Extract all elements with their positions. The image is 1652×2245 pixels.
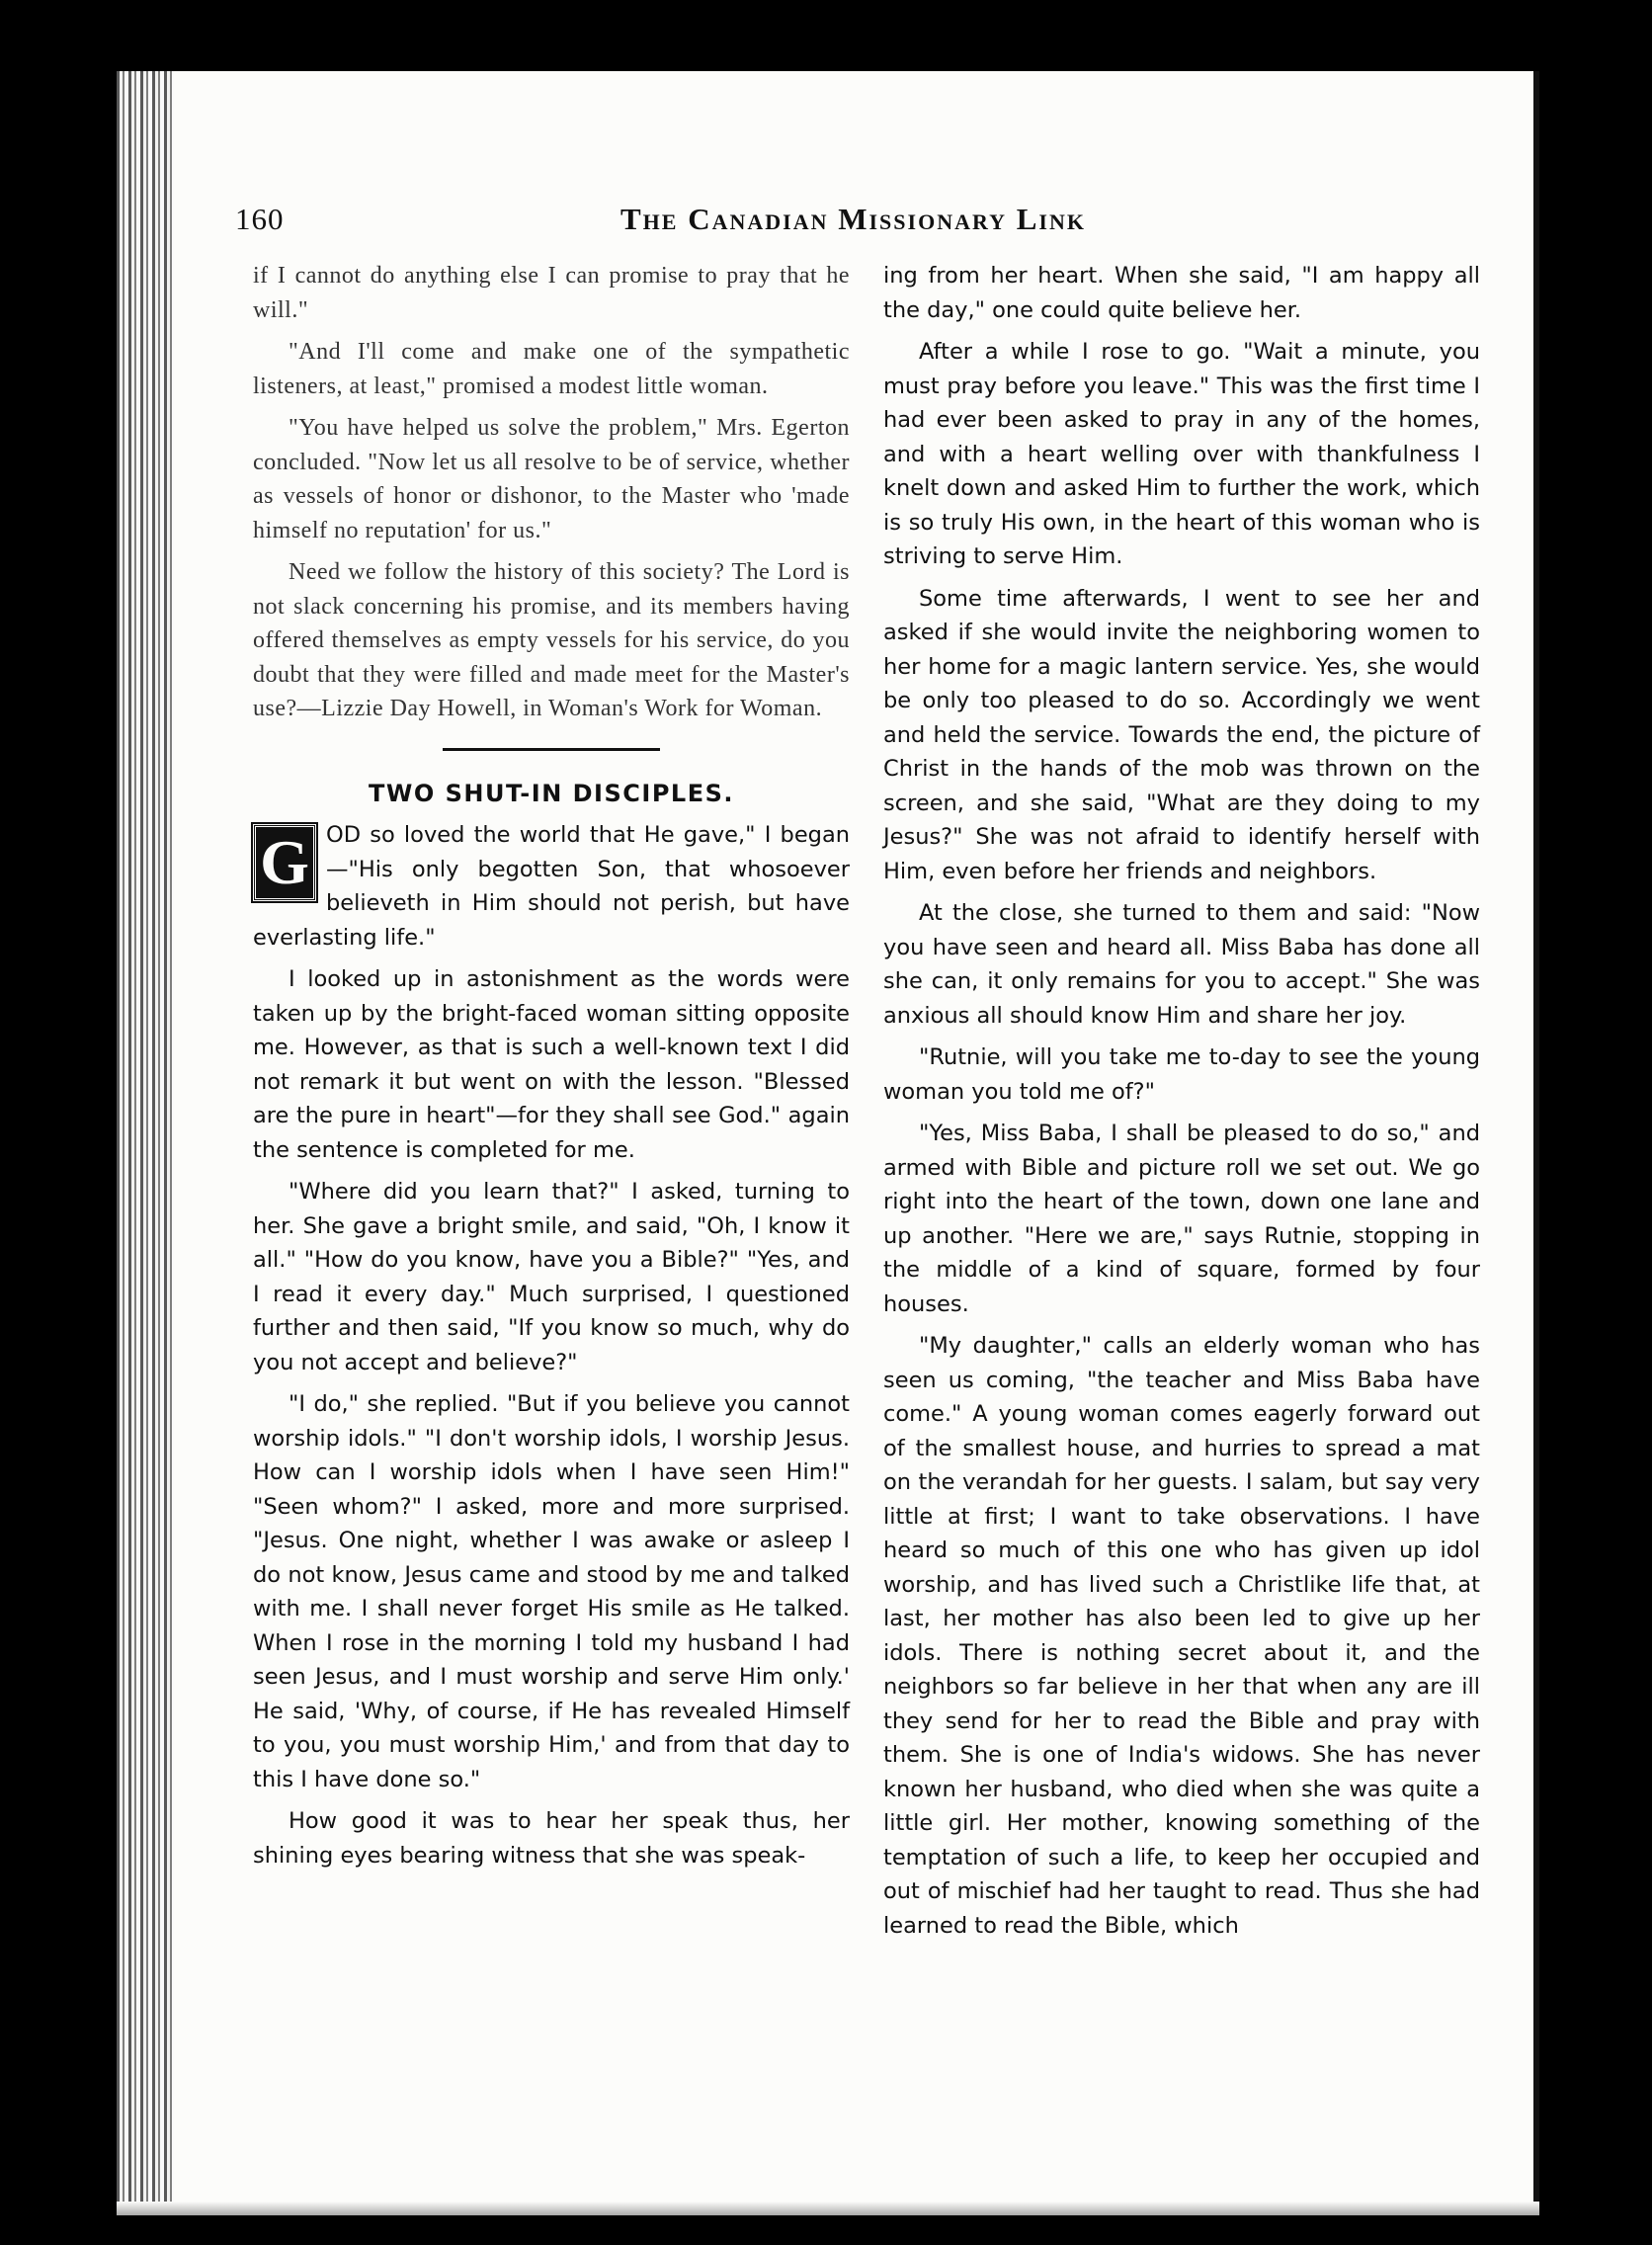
left-column <box>253 259 850 1880</box>
paragraph: ing from her heart. When she said, "I am happy all the day," one could quite believe her. <box>883 263 1480 323</box>
paragraph: if I cannot do anything else I can promise to pray that he will." <box>253 263 850 323</box>
page-number: 160 <box>235 202 285 236</box>
paragraph: "And I'll come and make one of the sympathetic listeners, at least," promised a modest little woman. <box>253 339 850 399</box>
paragraph: "Yes, Miss Baba, I shall be pleased to do so," and armed with Bible and picture roll we set out. We go right into the heart of the town, down one lane and up another. "Here we are," says Rutnie, stopping in the middle of a kind of square, formed by four houses. <box>883 1121 1480 1317</box>
paragraph: After a while I rose to go. "Wait a minute, you must pray before you leave." This was the first time I had ever been asked to pray in any of the homes, and with a heart welling over with thankfulness I knelt down and asked Him to further the work, which is so truly His own, in the heart of this woman who is striving to serve Him. <box>883 339 1480 569</box>
page-bottom-edge <box>117 2202 1539 2215</box>
running-title: The Canadian Missionary Link <box>620 202 1086 236</box>
paragraph: "My daughter," calls an elderly woman who has seen us coming, "the teacher and Miss Baba have come." A young woman comes eagerly forward out of the smallest house, and hurries to spread a mat on the verandah for her guests. I salam, but say very little at first; I want to take observations. I have heard so much of this one who has given up idol worship, and has lived such a Christlike life that, at last, her mother has also been led to give up her idols. There is nothing secret about it, and the neighbors so far believe in her that when any are ill they send for her to read the Bible and pray with them. She is one of India's widows. She has never known her husband, who died when she was quite a little girl. Her mother, knowing something of the temptation of such a life, to keep her occupied and out of mischief had her taught to read. Thus she had learned to read the Bible, which <box>883 1333 1480 1939</box>
previous-article-ending <box>253 259 850 726</box>
section-divider <box>443 748 660 751</box>
page-right-edge <box>1533 71 1539 2215</box>
page-header <box>235 190 1144 239</box>
opening-text: OD so loved the world that He gave," I began—"His only begotten Son, that whosoever believeth in Him should not perish, but have everlasting life." <box>253 822 850 951</box>
paragraph: I looked up in astonishment as the words were taken up by the bright-faced woman sitting opposite me. However, as that is such a well-known text I did not remark it but went on with the lesson. "Blessed are the pure in heart"—for they shall see God." again the sentence is completed for me. <box>253 966 850 1163</box>
right-column <box>883 259 1480 1951</box>
page-binding-edge <box>117 71 174 2215</box>
article-title: TWO SHUT-IN DISCIPLES. <box>369 779 734 807</box>
paragraph: "Where did you learn that?" I asked, turning to her. She gave a bright smile, and said, "Oh, I know it all." "How do you know, have you a Bible?" "Yes, and I read it every day." Much surprised, I questioned further and then said, "If you know so much, why do you not accept and believe?" <box>253 1179 850 1375</box>
paragraph: At the close, she turned to them and said: "Now you have seen and heard all. Miss Baba has done all she can, it only remains for you to accept." She was anxious all should know Him and share her joy. <box>883 900 1480 1029</box>
opening-paragraph <box>253 818 850 955</box>
paragraph: Some time afterwards, I went to see her and asked if she would invite the neighboring women to her home for a magic lantern service. Yes, she would be only too pleased to do so. Accordingly we went and held the service. Towards the end, the picture of Christ in the hands of the mob was thrown on the screen, and she said, "What are they doing to my Jesus?" She was not afraid to identify herself with Him, even before her friends and neighbors. <box>883 585 1480 884</box>
paragraph: "I do," she replied. "But if you believe you cannot worship idols." "I don't worship idols, I worship Jesus. How can I worship idols when I have seen Him!" "Seen whom?" I asked, more and more surprised. "Jesus. One night, whether I was awake or asleep I do not know, Jesus came and stood by me and talked with me. I shall never forget His smile as He talked. When I rose in the morning I told my husband I had seen Jesus, and I must worship and serve Him only.' He said, 'Why, of course, if He has revealed Himself to you, you must worship Him,' and from that day to this I have done so." <box>253 1391 850 1792</box>
paragraph: "You have helped us solve the problem," Mrs. Egerton concluded. "Now let us all resolve to be of service, whether as vessels of honor or dishonor, to the Master who 'made himself no reputation' for us." <box>253 415 850 543</box>
drop-cap: G <box>253 824 316 901</box>
paragraph: "Rutnie, will you take me to-day to see the young woman you told me of?" <box>883 1044 1480 1105</box>
paragraph: How good it was to hear her speak thus, her shining eyes bearing witness that she was speak- <box>253 1808 850 1869</box>
scanned-page <box>117 71 1539 2215</box>
paragraph: Need we follow the history of this society? The Lord is not slack concerning his promise, and its members having offered themselves as empty vessels for his service, do you doubt that they were filled and made meet for the Master's use?—Lizzie Day Howell, in Woman's Work for Woman. <box>253 559 850 721</box>
